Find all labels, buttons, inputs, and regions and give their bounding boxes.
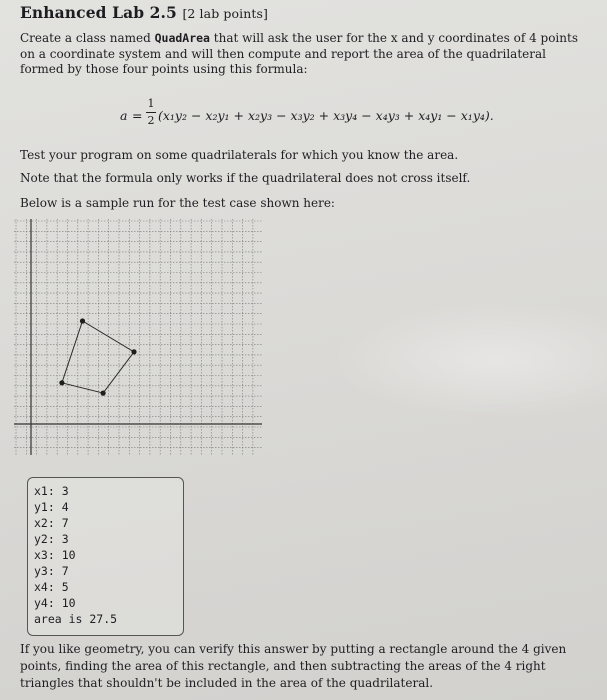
grid-figure: [14, 219, 262, 455]
output-line: y3: 7: [34, 564, 69, 578]
intro-line-2: on a coordinate system and will then compute and report the area of the quadrilateral: [20, 46, 546, 61]
coordinate-grid: [14, 219, 262, 455]
output-line: x2: 7: [34, 516, 69, 530]
vertex-point-4: [80, 318, 85, 323]
intro-line-3: formed by those four points using this formula:: [20, 62, 308, 76]
lab-heading: [20, 3, 268, 22]
closing-line-1: If you like geometry, you can verify this answer by putting a rectangle around the 4 given: [20, 642, 567, 656]
sample-intro: Below is a sample run for the test case shown here:: [20, 196, 335, 210]
intro-line-1: Create a class named QuadArea that will ask the user for the x and y coordinates of 4 points: [20, 31, 578, 45]
fraction-denominator: 2: [147, 114, 155, 127]
output-line: x1: 3: [34, 484, 69, 498]
closing-line-2: points, finding the area of this rectangle, and then subtracting the areas of the 4 right: [20, 659, 546, 673]
closing-paragraph: [20, 641, 566, 692]
test-note: Test your program on some quadrilaterals for which you know the area.: [20, 148, 459, 162]
vertex-point-1: [59, 380, 64, 385]
lab-title: Enhanced Lab 2.5: [20, 3, 177, 22]
formula-equals: =: [132, 108, 143, 123]
intro-paragraph: [20, 31, 578, 78]
closing-line-3: triangles that shouldn't be included in the area of the quadrilateral.: [20, 676, 434, 690]
output-line: x4: 5: [34, 580, 69, 594]
area-formula: [120, 97, 580, 137]
formula-fraction: [146, 97, 156, 127]
output-line: x3: 10: [34, 548, 76, 562]
quadrilateral: [62, 321, 134, 393]
formula-expression: (x₁y₂ − x₂y₁ + x₂y₃ − x₃y₂ + x₃y₄ − x₄y₃ + x₄y₁ − x₁y₄).: [158, 108, 494, 123]
fraction-numerator: 1: [147, 97, 155, 110]
output-line: y1: 4: [34, 500, 69, 514]
sample-run-output: [27, 477, 184, 636]
output-line: y4: 10: [34, 596, 76, 610]
output-line: y2: 3: [34, 532, 69, 546]
vertex-point-2: [101, 391, 106, 396]
cross-warning: Note that the formula only works if the quadrilateral does not cross itself.: [20, 171, 471, 185]
formula-lhs: a: [120, 108, 128, 123]
vertex-point-3: [131, 349, 136, 354]
class-name-code: QuadArea: [154, 31, 210, 45]
output-line: area is 27.5: [34, 612, 118, 626]
lab-points: [2 lab points]: [182, 6, 268, 21]
